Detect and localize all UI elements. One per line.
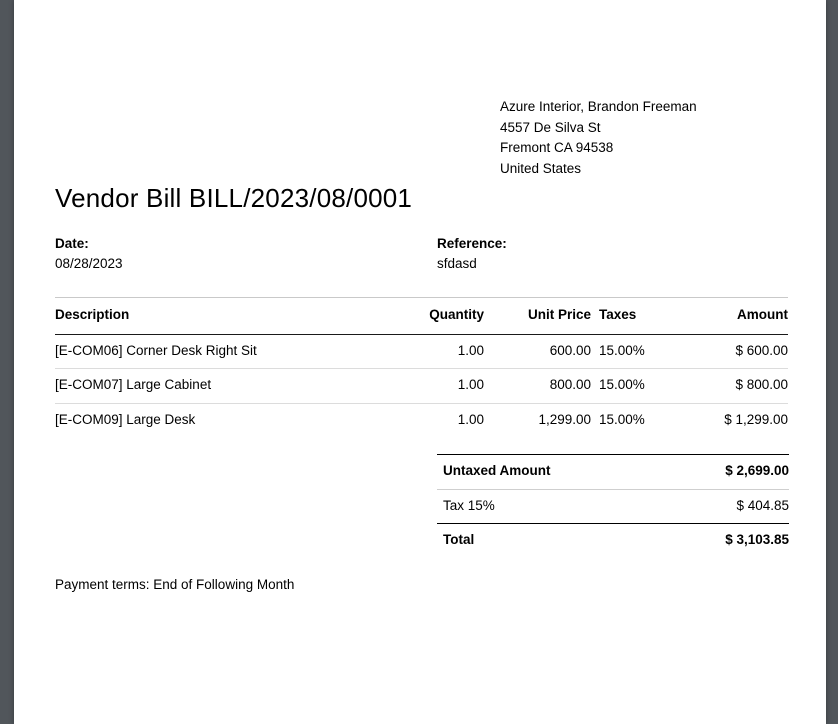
cell-amount: $ 1,299.00: [724, 411, 788, 427]
table-row: [55, 404, 788, 438]
cell-description: [E-COM06] Corner Desk Right Sit: [55, 342, 257, 358]
untaxed-amount-value: $ 2,699.00: [725, 463, 789, 478]
cell-unit-price: 800.00: [549, 377, 591, 392]
untaxed-amount-row: [437, 455, 789, 490]
vendor-address-block: [500, 0, 788, 179]
untaxed-amount-label: Untaxed Amount: [443, 463, 551, 478]
cell-unit-price: 600.00: [549, 342, 591, 358]
cell-quantity: 1.00: [457, 342, 484, 358]
cell-amount: $ 800.00: [735, 377, 788, 392]
header-unit-price: Unit Price: [527, 307, 591, 322]
date-value: 08/28/2023: [55, 256, 123, 271]
reference-label: Reference:: [437, 236, 507, 251]
cell-taxes: 15.00%: [599, 342, 645, 358]
table-header-row: [55, 298, 788, 335]
cell-unit-price: 1,299.00: [538, 411, 591, 427]
cell-quantity: 1.00: [457, 411, 484, 427]
document-title: Vendor Bill BILL/2023/08/0001: [55, 183, 413, 213]
tax-value: $ 404.85: [736, 497, 789, 513]
total-value: $ 3,103.85: [725, 532, 789, 547]
reference-block: [437, 234, 507, 274]
tax-row: [437, 490, 789, 525]
info-row: [55, 234, 788, 274]
total-label: Total: [443, 532, 475, 547]
vendor-city: Fremont CA 94538: [500, 140, 614, 155]
vendor-name: Azure Interior, Brandon Freeman: [500, 99, 697, 114]
document-page: [14, 0, 826, 724]
header-taxes: Taxes: [599, 307, 637, 322]
tax-label: Tax 15%: [443, 497, 495, 513]
table-row: [55, 335, 788, 370]
cell-taxes: 15.00%: [599, 411, 645, 427]
header-quantity: Quantity: [429, 307, 484, 322]
cell-amount: $ 600.00: [735, 342, 788, 358]
cell-taxes: 15.00%: [599, 377, 645, 392]
cell-description: [E-COM07] Large Cabinet: [55, 377, 212, 392]
cell-quantity: 1.00: [457, 377, 484, 392]
vendor-country: United States: [500, 160, 582, 176]
date-label: Date:: [55, 236, 89, 251]
total-row: [437, 524, 789, 558]
document-content: [14, 0, 826, 595]
line-items-table: [55, 297, 788, 437]
payment-terms: Payment terms: End of Following Month: [55, 576, 295, 592]
totals-table: [437, 454, 789, 558]
reference-value: sfdasd: [437, 256, 477, 271]
cell-description: [E-COM09] Large Desk: [55, 411, 196, 427]
date-block: [55, 234, 437, 274]
header-amount: Amount: [737, 307, 788, 322]
header-description: Description: [55, 307, 130, 322]
table-row: [55, 369, 788, 404]
vendor-street: 4557 De Silva St: [500, 119, 601, 135]
